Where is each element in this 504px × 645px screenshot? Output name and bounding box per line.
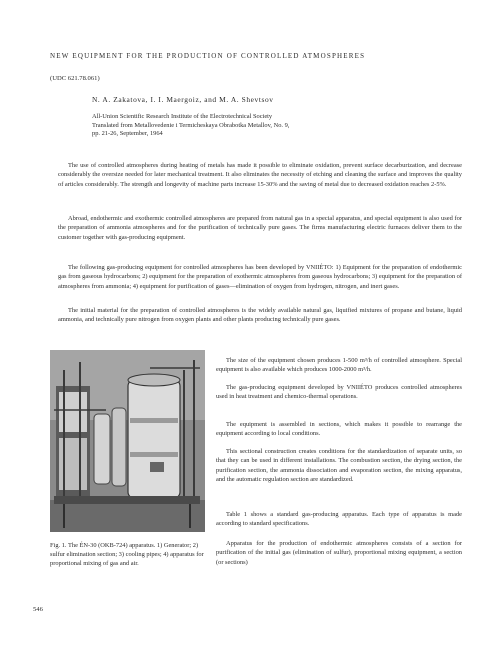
- udc-code: (UDC 621.78.061): [50, 75, 100, 82]
- author-list: N. A. Zakatova, I. I. Maergoiz, and M. A. Shevtsov: [92, 95, 274, 104]
- page-number: 546: [33, 606, 43, 613]
- paragraph-initial-material: The initial material for the preparation of controlled atmospheres is the widely available natural gas, liquified mixtures of propane and butane, liquid ammonia, and technically pure nitrogen from oxygen plants and other plants producing technically pure gases.: [58, 307, 462, 324]
- paragraph-sections: The equipment is assembled in sections, which makes it possible to rearrange the equipment according to local conditions.: [216, 421, 462, 438]
- paragraph-equipment-list: The following gas-producing equipment for controlled atmospheres has been developed by VNIIÉTO: 1) Equipment for the preparation of endothermic gas from gaseous hydrocarbons; 2) equipment for the preparation of exothermic atmospheres from gaseous hydrocarbons; 3) equipment for the preparation of atmospheres from ammonia; 4) equipment for purification of gases—elimination of oxygen from hydrogen, nitrogen, and inert gases.: [58, 264, 462, 290]
- paragraph-vniieto: The gas-producing equipment developed by VNIIÉTO produces controlled atmospheres used in heat treatment and chemico-thermal operations.: [216, 384, 462, 401]
- affiliation-pages: pp. 21-26, September, 1964: [92, 130, 163, 138]
- apparatus-photo-image: [50, 350, 205, 532]
- article-title: NEW EQUIPMENT FOR THE PRODUCTION OF CONTROLLED ATMOSPHERES: [50, 52, 366, 60]
- affiliation-institute: All-Union Scientific Research Institute of the Electrotechnical Society: [92, 113, 273, 120]
- paragraph-table-ref: Table 1 shows a standard gas-producing apparatus. Each type of apparatus is made according to standard specifications.: [216, 511, 462, 528]
- figure-photo: [50, 350, 205, 532]
- affiliation-block: [92, 113, 472, 139]
- paragraph-size: The size of the equipment chosen produces 1-500 m³/h of controlled atmosphere. Special equipment is also available which produces 1000-2000 m³/h.: [216, 357, 462, 374]
- affiliation-source: Translated from Metallovedenie i Termicheskaya Obrabotka Metallov, No. 9,: [92, 121, 290, 129]
- figure-caption: Fig. 1. The ÉN-30 (OKB-724) apparatus. 1) Generator; 2) sulfur elimination section; 3) cooling pipes; 4) apparatus for proportional mixing of gas and air.: [50, 542, 204, 568]
- paragraph-standardization: This sectional construction creates conditions for the standardization of separate units, so that they can be used in different installations. The combustion section, the drying section, the purification section, the ammonia dissociation and evaporation section, the mixing apparatus, and the automatic regulation section are standardized.: [216, 448, 462, 484]
- paragraph-abroad: Abroad, endothermic and exothermic controlled atmospheres are prepared from natural gas in a special apparatus, and special equipment is also used for the preparation of ammonia atmospheres and for the purification of technically pure gases. The firms manufacturing electric furnaces deliver them to the customer together with gas-producing equipment.: [58, 215, 462, 241]
- paragraph-endothermic: Apparatus for the production of endothermic atmospheres consists of a section for purification of the initial gas (elimination of sulfur), proportional mixing equipment, a section (or sections): [216, 540, 462, 566]
- paragraph-intro: The use of controlled atmospheres during heating of metals has made it possible to eliminate oxidation, prevent surface decarburization, and decrease considerably the oversize needed for later mechanical treatment. It also eliminates the necessity of etching and cleaning the surface and improves the quality of articles considerably. The strength and longevity of machine parts increase 15-30% and the saving of metal due to decreased oxidation reaches 2-5%.: [58, 162, 462, 188]
